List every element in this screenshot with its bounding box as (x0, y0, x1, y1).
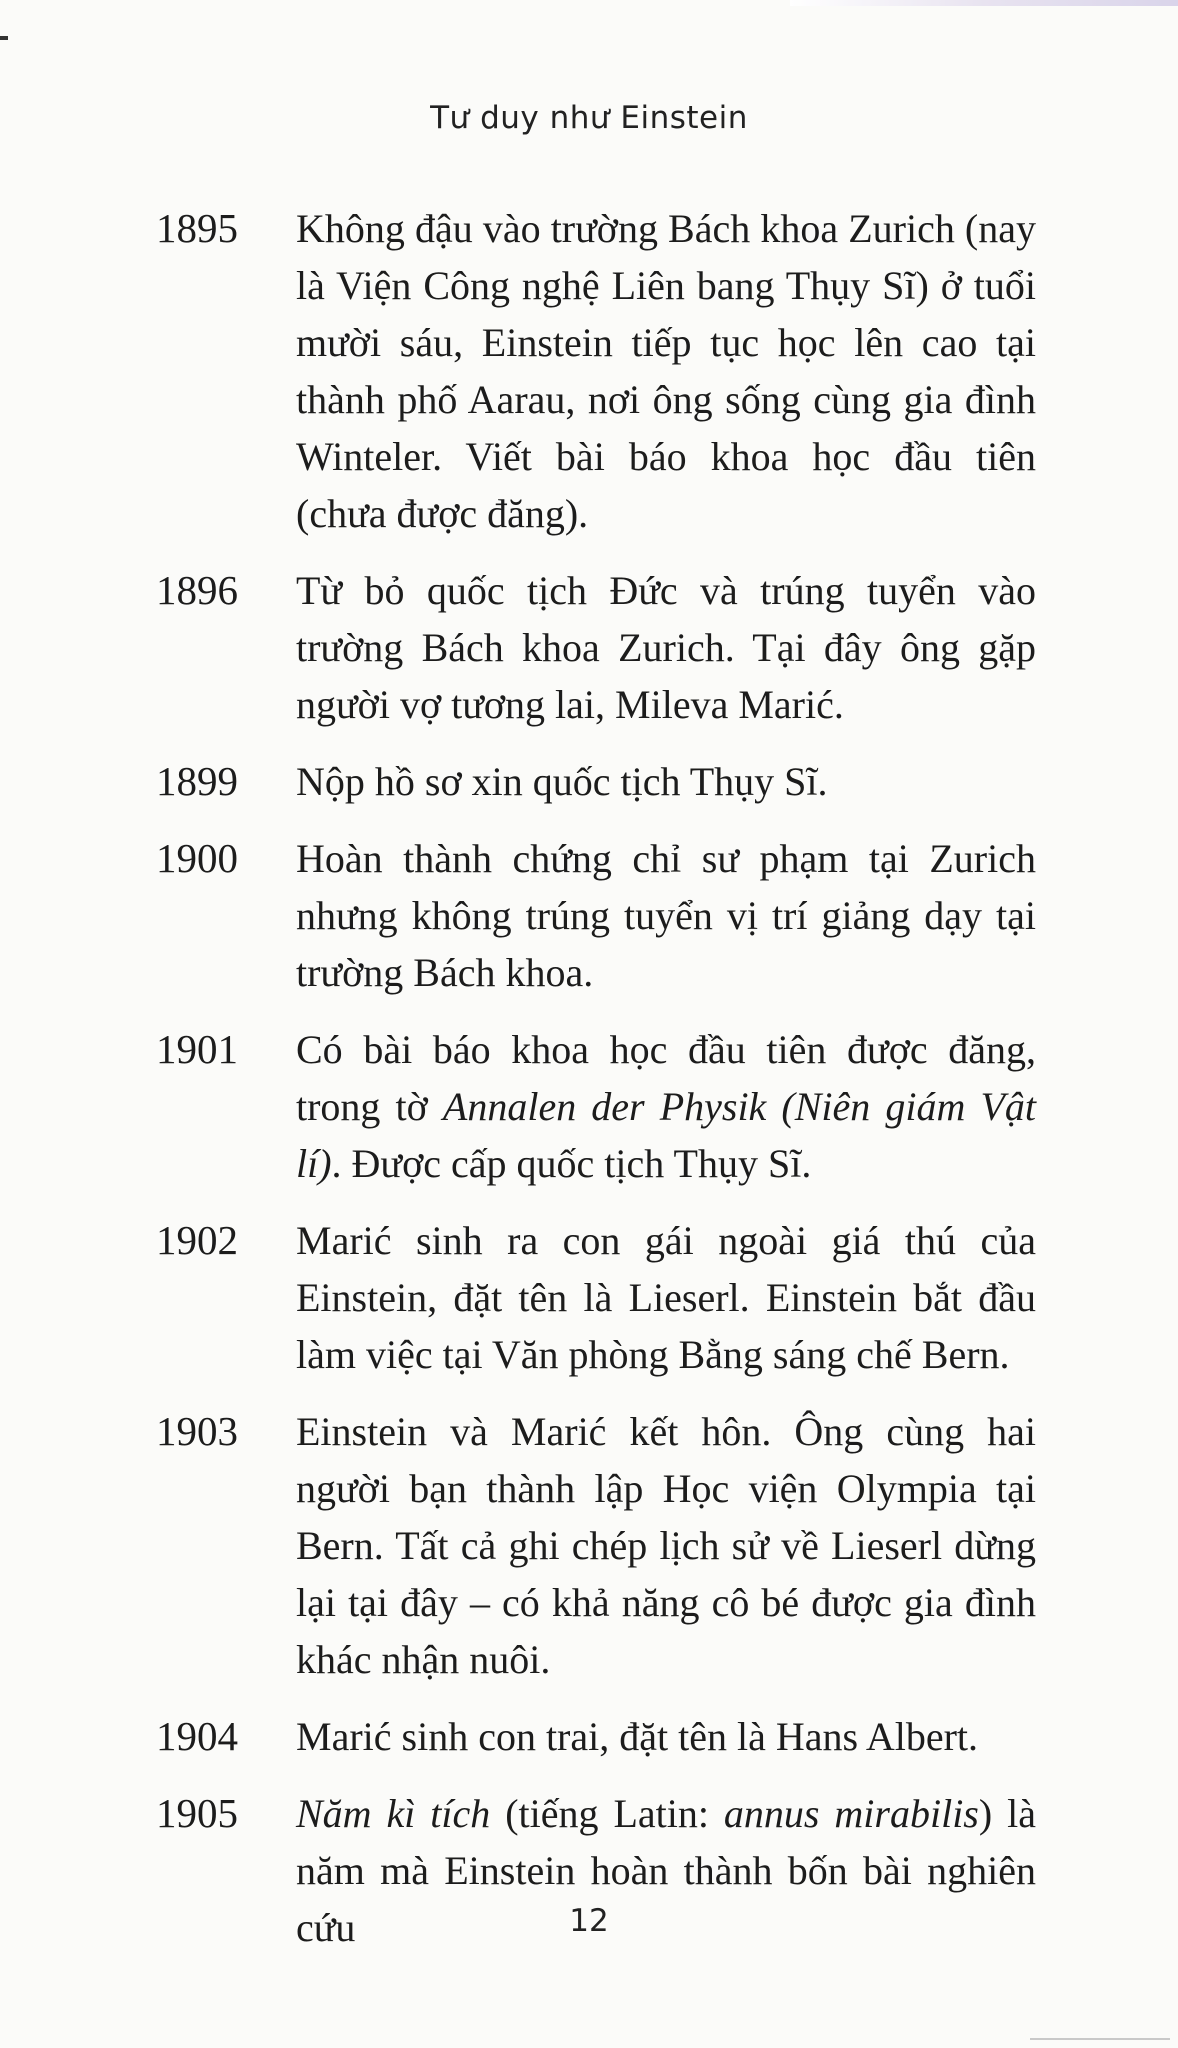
scan-edge-line (1030, 2038, 1170, 2040)
entry-text: Marić sinh ra con gái ngoài giá thú của Einstein, đặt tên là Lieserl. Einstein bắt đầu làm việc tại Văn phòng Bằng sáng chế Bern. (296, 1218, 1036, 1377)
entry-text: Không đậu vào trường Bách khoa Zurich (nay là Viện Công nghệ Liên bang Thụy Sĩ) ở tuổi mười sáu, Einstein tiếp tục học lên cao tại thành phố Aarau, nơi ông sống cùng gia đình Winteler. Viết bài báo khoa học đầu tiên (chưa được đăng). (296, 206, 1036, 536)
running-header: Tư duy như Einstein (430, 100, 748, 136)
entry-text-part: Có bài báo khoa học đầu tiên được đăng, trong tờ (296, 1027, 1036, 1129)
journal-title: Annalen der Physik (Niên giám Vật lí) (296, 1084, 1037, 1186)
timeline-entry-1895 (156, 200, 1036, 542)
italic-term: Năm kì tích (296, 1791, 491, 1836)
entry-text-part: (tiếng Latin: (490, 1791, 724, 1836)
entry-year: 1896 (156, 567, 238, 613)
timeline-list (156, 200, 1036, 1976)
entry-text-part: ) là năm mà Einstein hoàn thành bốn bài nghiên cứu (296, 1791, 1037, 1950)
entry-text: Marić sinh con trai, đặt tên là Hans Albert. (296, 1714, 979, 1759)
timeline-entry-1904 (156, 1708, 1036, 1765)
timeline-entry-1901 (156, 1021, 1036, 1192)
timeline-entry-1903 (156, 1403, 1036, 1688)
entry-text: Einstein và Marić kết hôn. Ông cùng hai người bạn thành lập Học viện Olympia tại Bern. Tất cả ghi chép lịch sử về Lieserl dừng lại tại đây – có khả năng cô bé được gia đình khác nhận nuôi. (296, 1409, 1036, 1682)
entry-text-part: . Được cấp quốc tịch Thụy Sĩ. (331, 1141, 812, 1186)
entry-year: 1902 (156, 1217, 238, 1263)
entry-year: 1899 (156, 758, 238, 804)
entry-text: Từ bỏ quốc tịch Đức và trúng tuyển vào trường Bách khoa Zurich. Tại đây ông gặp người vợ tương lai, Mileva Marić. (296, 568, 1036, 727)
scan-corner-mark (0, 36, 8, 40)
entry-year: 1903 (156, 1408, 238, 1454)
scan-edge-strip (790, 0, 1178, 6)
page-number: 12 (569, 1903, 609, 1939)
timeline-entry-1896 (156, 562, 1036, 733)
entry-year: 1900 (156, 835, 238, 881)
entry-year: 1905 (156, 1790, 238, 1836)
timeline-entry-1902 (156, 1212, 1036, 1383)
entry-text: Nộp hồ sơ xin quốc tịch Thụy Sĩ. (296, 759, 828, 804)
timeline-entry-1899 (156, 753, 1036, 810)
entry-year: 1901 (156, 1026, 238, 1072)
entry-text (296, 1021, 1036, 1192)
entry-year: 1904 (156, 1713, 238, 1759)
timeline-entry-1900 (156, 830, 1036, 1001)
entry-text: Hoàn thành chứng chỉ sư phạm tại Zurich nhưng không trúng tuyển vị trí giảng dạy tại trường Bách khoa. (296, 836, 1036, 995)
italic-term: annus mirabilis (723, 1791, 979, 1836)
entry-year: 1895 (156, 205, 238, 251)
